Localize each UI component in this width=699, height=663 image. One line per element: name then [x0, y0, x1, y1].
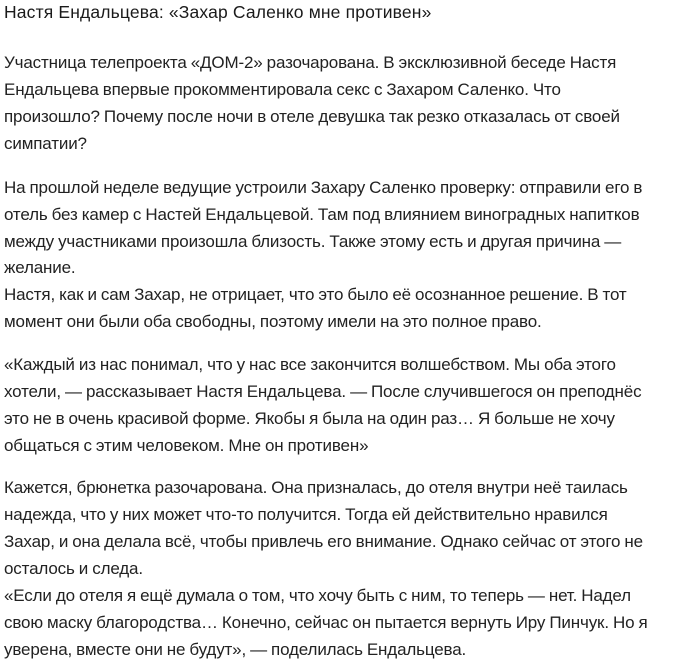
text-line: свою маску благородства… Конечно, сейчас он пытается вернуть Иру Пинчук. Но я	[4, 613, 648, 632]
text-line: осталось и следа.	[4, 559, 143, 578]
text-line: общаться с этим человеком. Мне он противен»	[4, 436, 369, 455]
article	[4, 0, 699, 659]
paragraph-decision	[4, 254, 627, 335]
paragraph-lead	[4, 49, 620, 157]
text-line: Кажется, брюнетка разочарована. Она призналась, до отеля внутри неё таилась	[4, 478, 628, 497]
text-line: На прошлой неделе ведущие устроили Захару Саленко проверку: отправили его в	[4, 178, 643, 197]
text-line: уверена, вместе они не будут», — поделилась Ендальцева.	[4, 640, 467, 659]
quote-paragraph-1	[4, 351, 641, 459]
text-line: надежда, что у них может что-то получится. Тогда ей действительно нравился	[4, 505, 608, 524]
article-title: Настя Ендальцева: «Захар Саленко мне противен»	[4, 2, 432, 22]
text-line: хотели, — рассказывает Настя Ендальцева. — После случившегося он преподнёс	[4, 382, 642, 401]
text-line: произошло? Почему после ночи в отеле девушка так резко отказалась от своей	[4, 107, 620, 126]
text-line: это не в очень красивой форме. Якобы я была на один раз… Я больше не хочу	[4, 409, 615, 428]
text-line: Участница телепроекта «ДОМ-2» разочарована. В эксклюзивной беседе Настя	[4, 53, 617, 72]
text-line: Ендальцева впервые прокомментировала секс с Захаром Саленко. Что	[4, 80, 561, 99]
paragraph-disappointed	[4, 474, 643, 582]
paragraph-test	[4, 174, 642, 255]
text-line: «Если до отеля я ещё думала о том, что хочу быть с ним, то теперь — нет. Надел	[4, 586, 631, 605]
text-line: симпатии?	[4, 134, 87, 153]
text-line: между участниками произошла близость. Также этому есть и другая причина —	[4, 232, 622, 251]
text-line: желание.	[4, 258, 76, 277]
text-line: Настя, как и сам Захар, не отрицает, что это было её осознанное решение. В тот	[4, 285, 627, 304]
text-line: «Каждый из нас понимал, что у нас все закончится волшебством. Мы оба этого	[4, 355, 616, 374]
text-line: момент они были оба свободны, поэтому имели на это полное право.	[4, 312, 542, 331]
text-line: отель без камер с Настей Ендальцевой. Там под влиянием виноградных напитков	[4, 205, 640, 224]
quote-paragraph-2	[4, 582, 648, 663]
text-line: Захар, и она делала всё, чтобы привлечь его внимание. Однако сейчас от этого не	[4, 532, 643, 551]
